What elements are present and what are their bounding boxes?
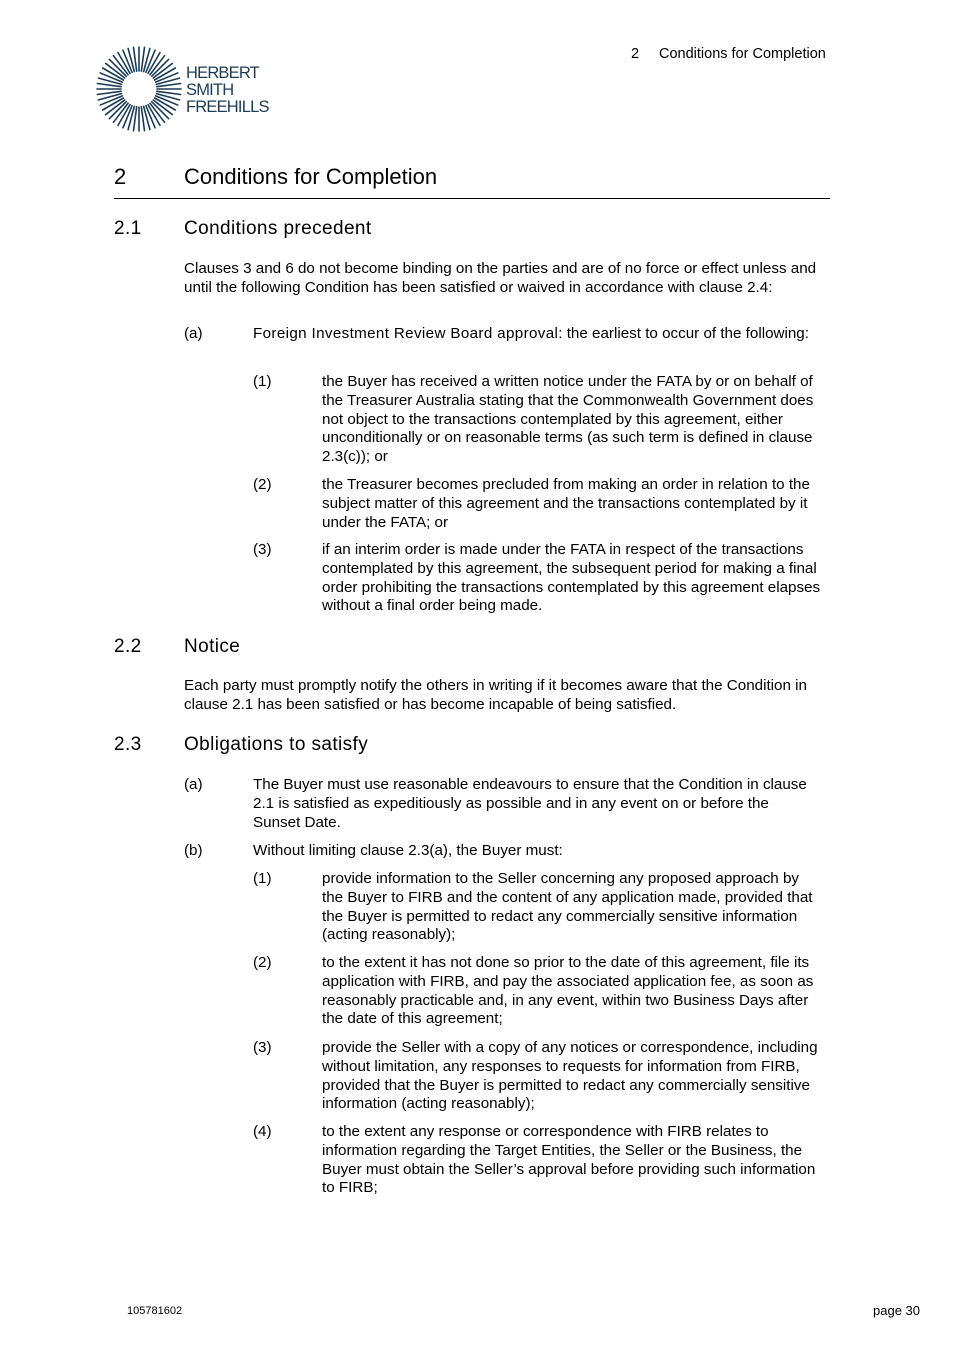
list-item-label: (1) (253, 870, 272, 887)
logo-line-2: SMITH (186, 81, 234, 99)
clause-2-1-intro: Clauses 3 and 6 do not become binding on the parties and are of no force or effect unless and until the following Condition has been satisfied or waived in accordance with clause 2.4: (184, 260, 817, 296)
document-id: 105781602 (127, 1305, 183, 1317)
clause-title: Obligations to satisfy (184, 734, 369, 755)
clause-2-2-text: Each party must promptly notify the others in writing if it becomes aware that the Condition in clause 2.1 has been satisfied or has become incapable of being satisfied. (184, 677, 807, 713)
clause-2-1-a-text (253, 325, 813, 344)
logo-wordmark (186, 65, 269, 116)
running-header-number: 2 (631, 46, 640, 62)
page-number: page 30 (873, 1303, 920, 1318)
list-item-label: (2) (253, 476, 272, 493)
logo-line-1: HERBERT (186, 64, 259, 82)
list-item-text: provide the Seller with a copy of any notices or correspondence, including without limitation, any responses to requests for information from FIRB, provided that the Buyer is permitted to redact any commercially sensitive information (acting reasonably); (322, 1039, 818, 1113)
running-header (631, 46, 826, 62)
clause-2-3-a-label: (a) (184, 776, 203, 793)
list-item-text: the Treasurer becomes precluded from making an order in relation to the subject matter of this agreement and the transactions contemplated by it under the FATA; or (322, 476, 810, 531)
clause-number: 2.2 (114, 636, 142, 657)
section-heading (114, 162, 830, 199)
list-item-text: to the extent any response or correspondence with FIRB relates to information regarding the Target Entities, the Seller or the Business, the Buyer must obtain the Seller’s approval before providing such information to FIRB; (322, 1123, 816, 1197)
clause-2-3-b-text: Without limiting clause 2.3(a), the Buyer must: (253, 842, 563, 859)
logo-line-3: FREEHILLS (186, 98, 269, 116)
section-title: Conditions for Completion (184, 164, 438, 189)
list-item-label: (3) (253, 1039, 272, 1056)
clause-2-3-a-text: The Buyer must use reasonable endeavours to ensure that the Condition in clause 2.1 is satisfied as expeditiously as possible and in any event on or before the Sunset Date. (253, 776, 807, 831)
clause-title: Conditions precedent (184, 218, 372, 239)
section-number: 2 (114, 164, 127, 189)
company-logo (96, 46, 276, 134)
list-item-label: (4) (253, 1123, 272, 1140)
list-item-text: the Buyer has received a written notice under the FATA by or on behalf of the Treasurer Australia stating that the Commonwealth Government does not object to the transactions contemplated by this agreement, either unconditionally or on reasonable terms (as such term is defined in clause 2.3(c)); or (322, 373, 814, 466)
list-item-label: (2) (253, 954, 272, 971)
list-item-text: if an interim order is made under the FATA in respect of the transactions contemplated by this agreement, the subsequent period for making a final order prohibiting the transactions contemplated by this agreement elapses without a final order being made. (322, 541, 821, 615)
list-item-text: provide information to the Seller concerning any proposed approach by the Buyer to FIRB and the content of any application made, provided that the Buyer is permitted to redact any commercially sensitive information (acting reasonably); (322, 870, 813, 944)
running-header-title: Conditions for Completion (659, 46, 826, 62)
clause-2-1-a-label: (a) (184, 325, 203, 342)
clause-number: 2.3 (114, 734, 142, 755)
list-item-label: (3) (253, 541, 272, 558)
sunburst-logo-icon (96, 46, 182, 132)
list-item-text: to the extent it has not done so prior to the date of this agreement, file its application with FIRB, and pay the associated application fee, as soon as reasonably practicable and, in any event, within two Business Days after the date of this agreement; (322, 954, 814, 1028)
clause-number: 2.1 (114, 218, 142, 239)
list-item-label: (1) (253, 373, 272, 390)
clause-title: Notice (184, 636, 241, 657)
clause-2-1-a-body: : the earliest to occur of the following: (558, 325, 809, 342)
inline-heading-firb: Foreign Investment Review Board approval (253, 325, 559, 342)
clause-2-3-b-label: (b) (184, 842, 203, 859)
